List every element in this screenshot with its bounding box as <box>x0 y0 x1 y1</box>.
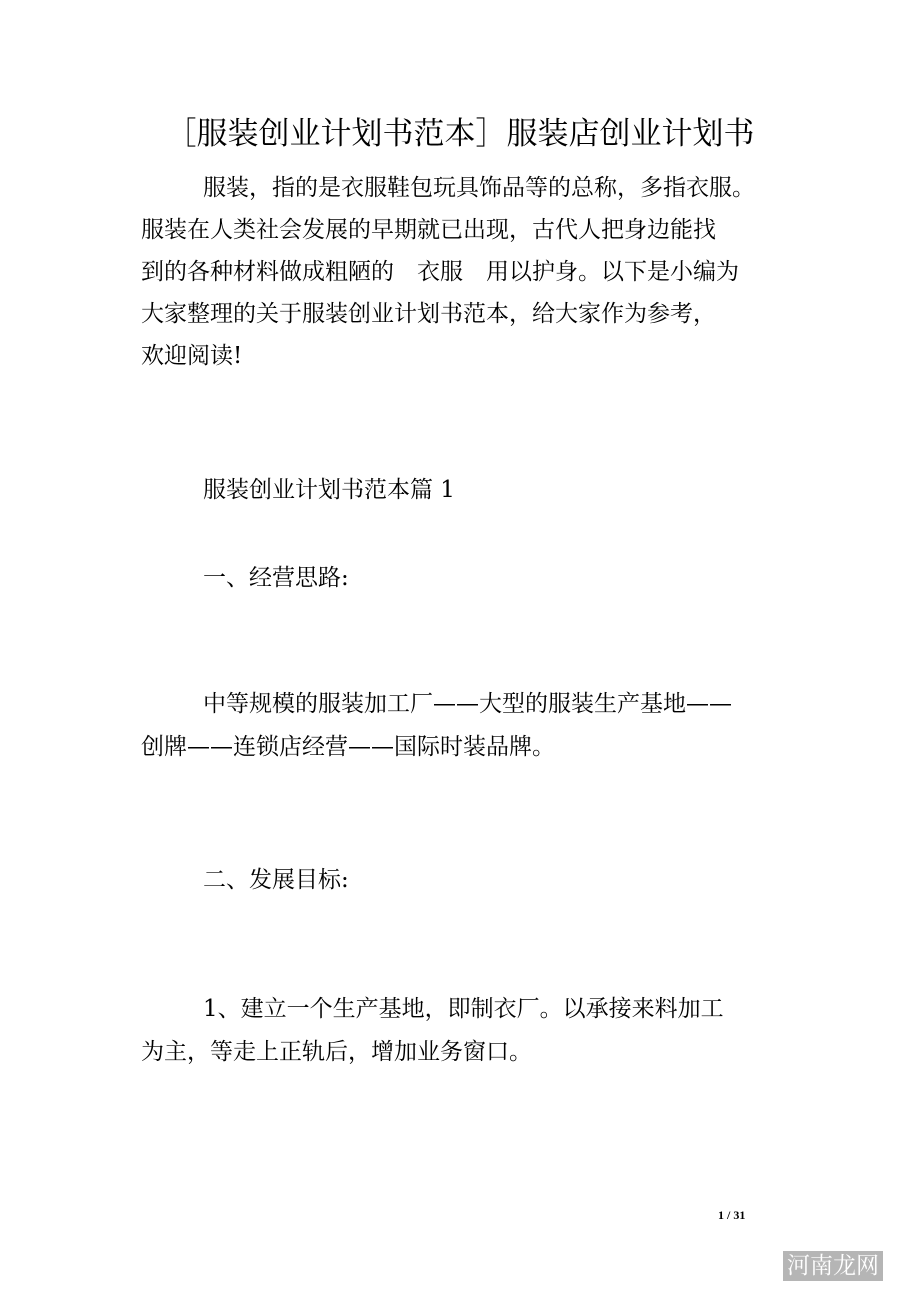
paragraph-line: 创牌——连锁店经营——国际时装品牌。 <box>141 734 555 760</box>
heading-development-goals: 二、发展目标: <box>203 867 349 893</box>
intro-line: 大家整理的关于服装创业计划书范本，给大家作为参考， <box>141 301 716 327</box>
intro-line: 服装，指的是衣服鞋包玩具饰品等的总称，多指衣服。 <box>203 175 755 201</box>
heading-business-idea: 一、经营思路: <box>203 565 349 591</box>
intro-line: 服装在人类社会发展的早期就已出现，古代人把身边能找 <box>141 217 716 243</box>
paragraph-line: 中等规模的服装加工厂——大型的服装生产基地—— <box>203 691 732 717</box>
page-number: 1 / 31 <box>718 1208 746 1222</box>
intro-line: 到的各种材料做成粗陋的 衣服 用以护身。以下是小编为 <box>141 259 739 285</box>
watermark: 河南龙网 <box>783 1251 883 1281</box>
paragraph-line: 1、建立一个生产基地，即制衣厂。以承接来料加工 <box>203 996 724 1022</box>
intro-line: 欢迎阅读! <box>141 343 243 369</box>
document-title: ［服装创业计划书范本］服装店创业计划书 <box>165 116 755 152</box>
section-title: 服装创业计划书范本篇 1 <box>203 477 455 503</box>
paragraph-line: 为主，等走上正轨后，增加业务窗口。 <box>141 1039 532 1065</box>
